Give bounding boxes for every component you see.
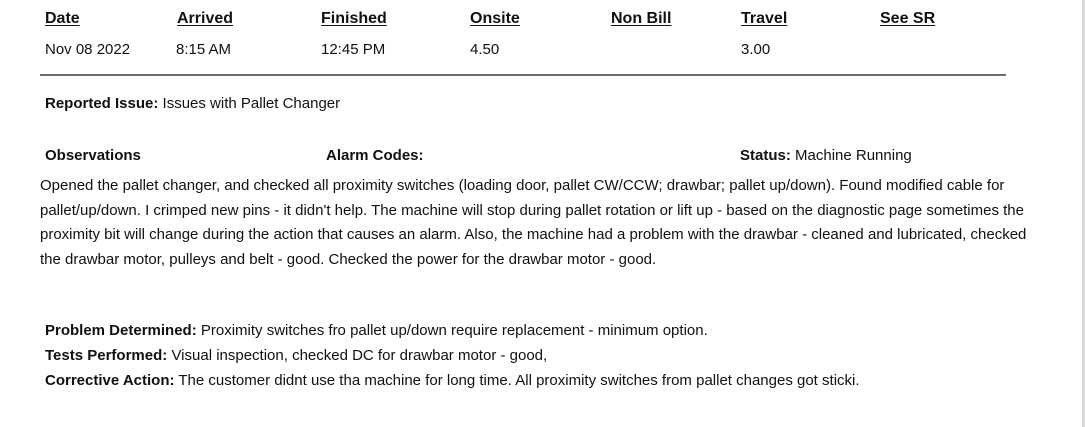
observations-label: Observations — [45, 147, 141, 164]
col-header-date: Date — [45, 10, 80, 27]
col-header-travel: Travel — [741, 10, 788, 27]
corrective-action-value: The customer didnt use tha machine for long time. All proximity switches from pallet changes got sticki. — [178, 372, 860, 389]
value-arrived: 8:15 AM — [176, 41, 232, 58]
problem-determined-value: Proximity switches fro pallet up/down require replacement - minimum option. — [200, 322, 708, 339]
col-header-finished: Finished — [321, 10, 387, 27]
reported-issue-value: Issues with Pallet Changer — [162, 95, 341, 112]
status-value: Machine Running — [795, 147, 912, 164]
problem-determined-label: Problem Determined: — [45, 322, 197, 339]
corrective-action-label: Corrective Action: — [45, 372, 175, 389]
alarm-codes-label: Alarm Codes: — [326, 147, 424, 164]
value-travel: 3.00 — [741, 41, 771, 58]
header-divider — [40, 74, 1006, 76]
value-date: Nov 08 2022 — [45, 41, 131, 58]
status-label: Status: — [740, 147, 791, 164]
observations-text: Opened the pallet changer, and checked all proximity switches (loading door, pallet CW/CCW; drawbar; pallet up/down). Found modified cable for pallet/up/down. I crimped new pins - it didn't help. The machine will stop during pallet rotation or lift up - based on the diagnostic page sometimes the proximity bit will change during the action that causes an alarm. Also, the machine had a problem with the drawbar - cleaned and lubricated, checked the drawbar motor, pulleys and belt - good. Checked the power for the drawbar motor - good. — [40, 177, 1027, 268]
tests-performed — [45, 347, 547, 364]
reported-issue-label: Reported Issue: — [45, 95, 159, 112]
col-header-non-bill: Non Bill — [611, 10, 672, 27]
value-onsite: 4.50 — [470, 41, 500, 58]
tests-performed-value: Visual inspection, checked DC for drawbar motor - good, — [171, 347, 548, 364]
col-header-arrived: Arrived — [177, 10, 234, 27]
reported-issue — [45, 95, 340, 112]
status — [740, 147, 912, 164]
value-finished: 12:45 PM — [321, 41, 386, 58]
corrective-action — [45, 372, 860, 389]
problem-determined — [45, 322, 708, 339]
col-header-see-sr: See SR — [880, 10, 936, 27]
tests-performed-label: Tests Performed: — [45, 347, 168, 364]
col-header-onsite: Onsite — [470, 10, 520, 27]
